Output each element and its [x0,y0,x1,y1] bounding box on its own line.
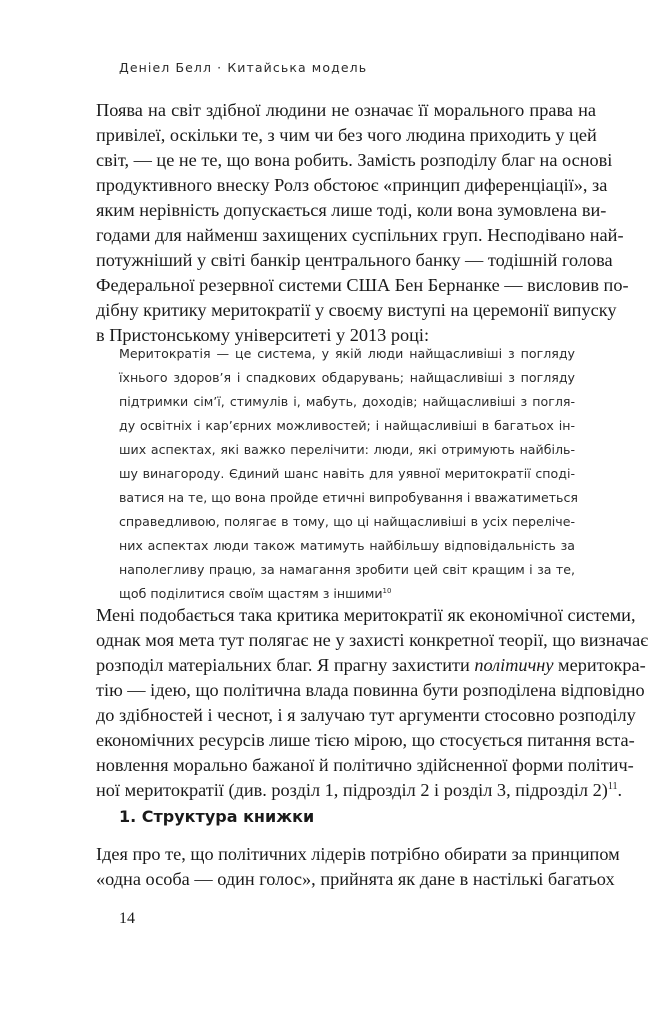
text-line: тію — ідею, що політична влада повинна бути розподілена відповідно [96,680,645,700]
text-segment: розподіл матеріальних благ. Я прагну захистити [96,655,475,675]
quote-line: ду освітніх і кар’єрних можливостей; і найщасливіші в багатьох ін- [119,418,575,433]
quote-line: наполегливу працю, за намагання зробити цей світ кращим і за те, [119,562,575,577]
text-line: годами для найменш захищених суспільних груп. Несподівано най- [96,225,624,245]
text-segment: . [617,780,623,800]
text-line: привілеї, оскільки те, з чим чи без чого людина приходить у цей [96,125,597,145]
text-line: потужніший у світі банкір центрального банку — тодішній голова [96,250,613,270]
running-head: Деніел Белл · Китайська модель [119,60,368,75]
text-line: в Пристонському університеті у 2013 році: [96,325,430,345]
text-segment: меритокра- [553,655,646,675]
text-line: дібну критику меритократії у своєму виступі на церемонії випуску [96,300,617,320]
quote-line [119,586,575,601]
text-line: до здібностей і чеснот, і я залучаю тут аргументи стосовно розподілу [96,705,636,725]
quote-line: шу винагороду. Єдиний шанс навіть для уявної меритократії споді- [119,466,575,481]
text-line: яким нерівність допускається лише тоді, коли вона зумовлена ви- [96,200,607,220]
italic-term: політичну [474,655,554,675]
quote-last-text: щоб поділитися своїм щастям з іншими [119,586,383,601]
footnote-marker: 10 [382,586,392,595]
text-segment: ної меритократії (див. розділ 1, підрозділ 2 і розділ 3, підрозділ 2) [96,780,608,800]
section-heading: 1. Структура книжки [119,807,315,826]
text-line [96,655,646,676]
quote-line: них аспектах люди також матимуть найбільшу відповідальність за [119,538,575,553]
quote-line: Меритократія — це система, у якій люди найщасливіші з погляду [119,346,575,361]
text-line: світ, — це не те, що вона робить. Замість розподілу благ на основі [96,150,613,170]
footnote-marker: 11 [607,780,618,792]
quote-line: підтримки сім’ї, стимулів і, мабуть, доходів; найщасливіші з погля- [119,394,575,409]
text-line: «одна особа — один голос», прийнята як дане в настількі багатьох [96,869,615,889]
text-line: економічних ресурсів лише тією мірою, що стосується питання вста- [96,730,635,750]
text-line: Поява на світ здібної людини не означає її морального права на [96,100,596,120]
text-line [96,780,623,801]
quote-line: їхнього здоров’я і спадкових обдарувань; найщасливіші з погляду [119,370,575,385]
text-line: Федеральної резервної системи США Бен Бернанке — висловив по- [96,275,629,295]
text-line: Ідея про те, що політичних лідерів потрібно обирати за принципом [96,844,620,864]
text-line: Мені подобається така критика меритократії як економічної системи, [96,605,636,625]
text-line: продуктивного внеску Ролз обстоює «принцип диференціації», за [96,175,608,195]
text-line: однак моя мета тут полягає не у захисті конкретної теорії, що визначає [96,630,649,650]
page-number: 14 [119,910,135,927]
quote-line: справедливою, полягає в тому, що ці найщасливіші в усіх переліче- [119,514,575,529]
quote-line: ших аспектах, які важко перелічити: люди, які отримують найбіль- [119,442,575,457]
text-line: новлення морально бажаної й політично здійсненної форми політич- [96,755,634,775]
quote-line: ватися на те, що вона пройде етичні випробування і вважатиметься [119,490,578,505]
